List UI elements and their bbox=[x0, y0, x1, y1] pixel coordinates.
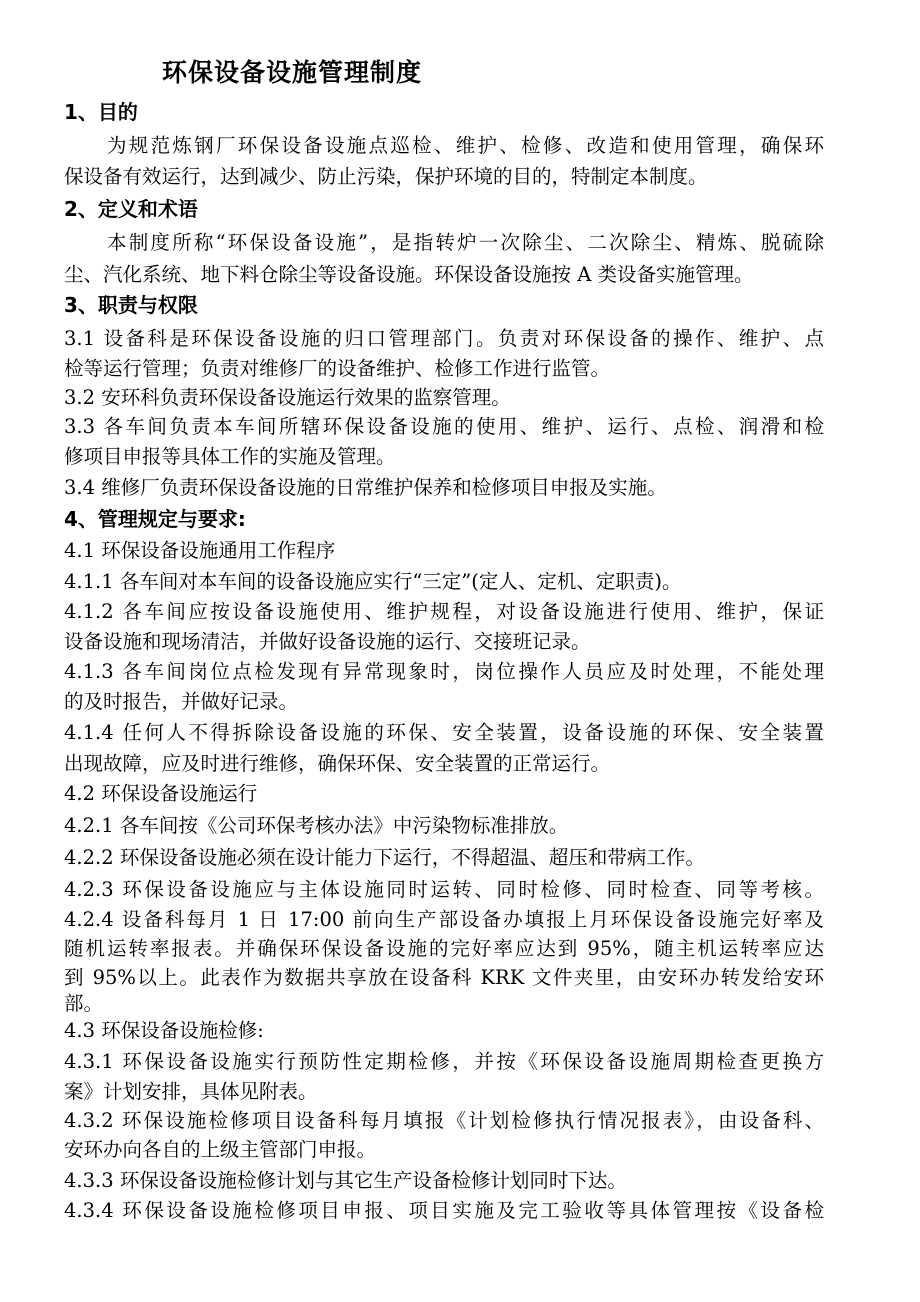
paragraph-line: 4.1.3 各车间岗位点检发现有异常现象时，岗位操作人员应及时处理，不能处理 bbox=[64, 660, 824, 683]
document-title: 环保设备设施管理制度 bbox=[162, 58, 423, 87]
paragraph-line: 部。 bbox=[64, 992, 104, 1015]
paragraph-line: 4.3 环保设备设施检修: bbox=[64, 1019, 264, 1042]
paragraph-line: 为规范炼钢厂环保设备设施点巡检、维护、检修、改造和使用管理，确保环 bbox=[107, 134, 824, 157]
paragraph-line: 4.1.1 各车间对本车间的设备设施应实行“三定”(定人、定机、定职责)。 bbox=[64, 570, 682, 593]
paragraph-line: 4.2 环保设备设施运行 bbox=[64, 782, 258, 805]
paragraph-line: 4.2.4 设备科每月 1 日 17:00 前向生产部设备办填报上月环保设备设施完好率及 bbox=[64, 908, 824, 931]
paragraph-line: 检等运行管理；负责对维修厂的设备维护、检修工作进行监管。 bbox=[64, 357, 611, 380]
paragraph-line: 保设备有效运行，达到减少、防止污染，保护环境的目的，特制定本制度。 bbox=[64, 165, 708, 188]
paragraph-line: 随机运转率报表。并确保环保设备设施的完好率应达到 95%，随主机运转率应达 bbox=[64, 937, 824, 960]
paragraph-line: 4.1.2 各车间应按设备设施使用、维护规程，对设备设施进行使用、维护，保证 bbox=[64, 600, 824, 623]
paragraph-line: 4.1.4 任何人不得拆除设备设施的环保、安全装置，设备设施的环保、安全装置 bbox=[64, 721, 824, 744]
paragraph-line: 4.3.3 环保设备设施检修计划与其它生产设备检修计划同时下达。 bbox=[64, 1169, 627, 1192]
paragraph-line: 4.1 环保设备设施通用工作程序 bbox=[64, 539, 336, 562]
paragraph-line: 尘、汽化系统、地下料仓除尘等设备设施。环保设备设施按 A 类设备实施管理。 bbox=[64, 263, 754, 286]
paragraph-line: 4.2.3 环保设备设施应与主体设施同时运转、同时检修、同时检查、同等考核。 bbox=[64, 878, 824, 901]
paragraph-line: 设备设施和现场清洁，并做好设备设施的运行、交接班记录。 bbox=[64, 630, 591, 653]
paragraph-line: 安环办向各自的上级主管部门申报。 bbox=[64, 1138, 377, 1161]
paragraph-line: 本制度所称“环保设备设施”，是指转炉一次除尘、二次除尘、精炼、脱硫除 bbox=[107, 231, 824, 254]
paragraph-line: 的及时报告，并做好记录。 bbox=[64, 690, 299, 713]
paragraph-line: 到 95%以上。此表作为数据共享放在设备科 KRK 文件夹里，由安环办转发给安环 bbox=[64, 966, 824, 989]
section-heading-purpose: 1、目的 bbox=[64, 100, 138, 124]
paragraph-line: 4.3.1 环保设备设施实行预防性定期检修，并按《环保设备设施周期检查更换方 bbox=[64, 1050, 824, 1073]
paragraph-line: 4.2.1 各车间按《公司环保考核办法》中污染物标准排放。 bbox=[64, 814, 569, 837]
paragraph-line: 3.1 设备科是环保设备设施的归口管理部门。负责对环保设备的操作、维护、点 bbox=[64, 327, 824, 350]
paragraph-line: 3.3 各车间负责本车间所辖环保设备设施的使用、维护、运行、点检、润滑和检 bbox=[64, 415, 824, 438]
paragraph-line: 3.4 维修厂负责环保设备设施的日常维护保养和检修项目申报及实施。 bbox=[64, 476, 667, 499]
paragraph-line: 4.3.4 环保设备设施检修项目申报、项目实施及完工验收等具体管理按《设备检 bbox=[64, 1199, 824, 1222]
paragraph-line: 修项目申报等具体工作的实施及管理。 bbox=[64, 445, 396, 468]
section-heading-definitions: 2、定义和术语 bbox=[64, 197, 198, 221]
section-heading-responsibilities: 3、职责与权限 bbox=[64, 293, 198, 317]
paragraph-line: 出现故障，应及时进行维修，确保环保、安全装置的正常运行。 bbox=[64, 752, 611, 775]
paragraph-line: 4.3.2 环保设施检修项目设备科每月填报《计划检修执行情况报表》，由设备科、 bbox=[64, 1109, 824, 1132]
paragraph-line: 案》计划安排，具体见附表。 bbox=[64, 1080, 318, 1103]
paragraph-line: 3.2 安环科负责环保设备设施运行效果的监察管理。 bbox=[64, 386, 511, 409]
section-heading-requirements: 4、管理规定与要求: bbox=[64, 507, 246, 531]
paragraph-line: 4.2.2 环保设备设施必须在设计能力下运行，不得超温、超压和带病工作。 bbox=[64, 846, 705, 869]
